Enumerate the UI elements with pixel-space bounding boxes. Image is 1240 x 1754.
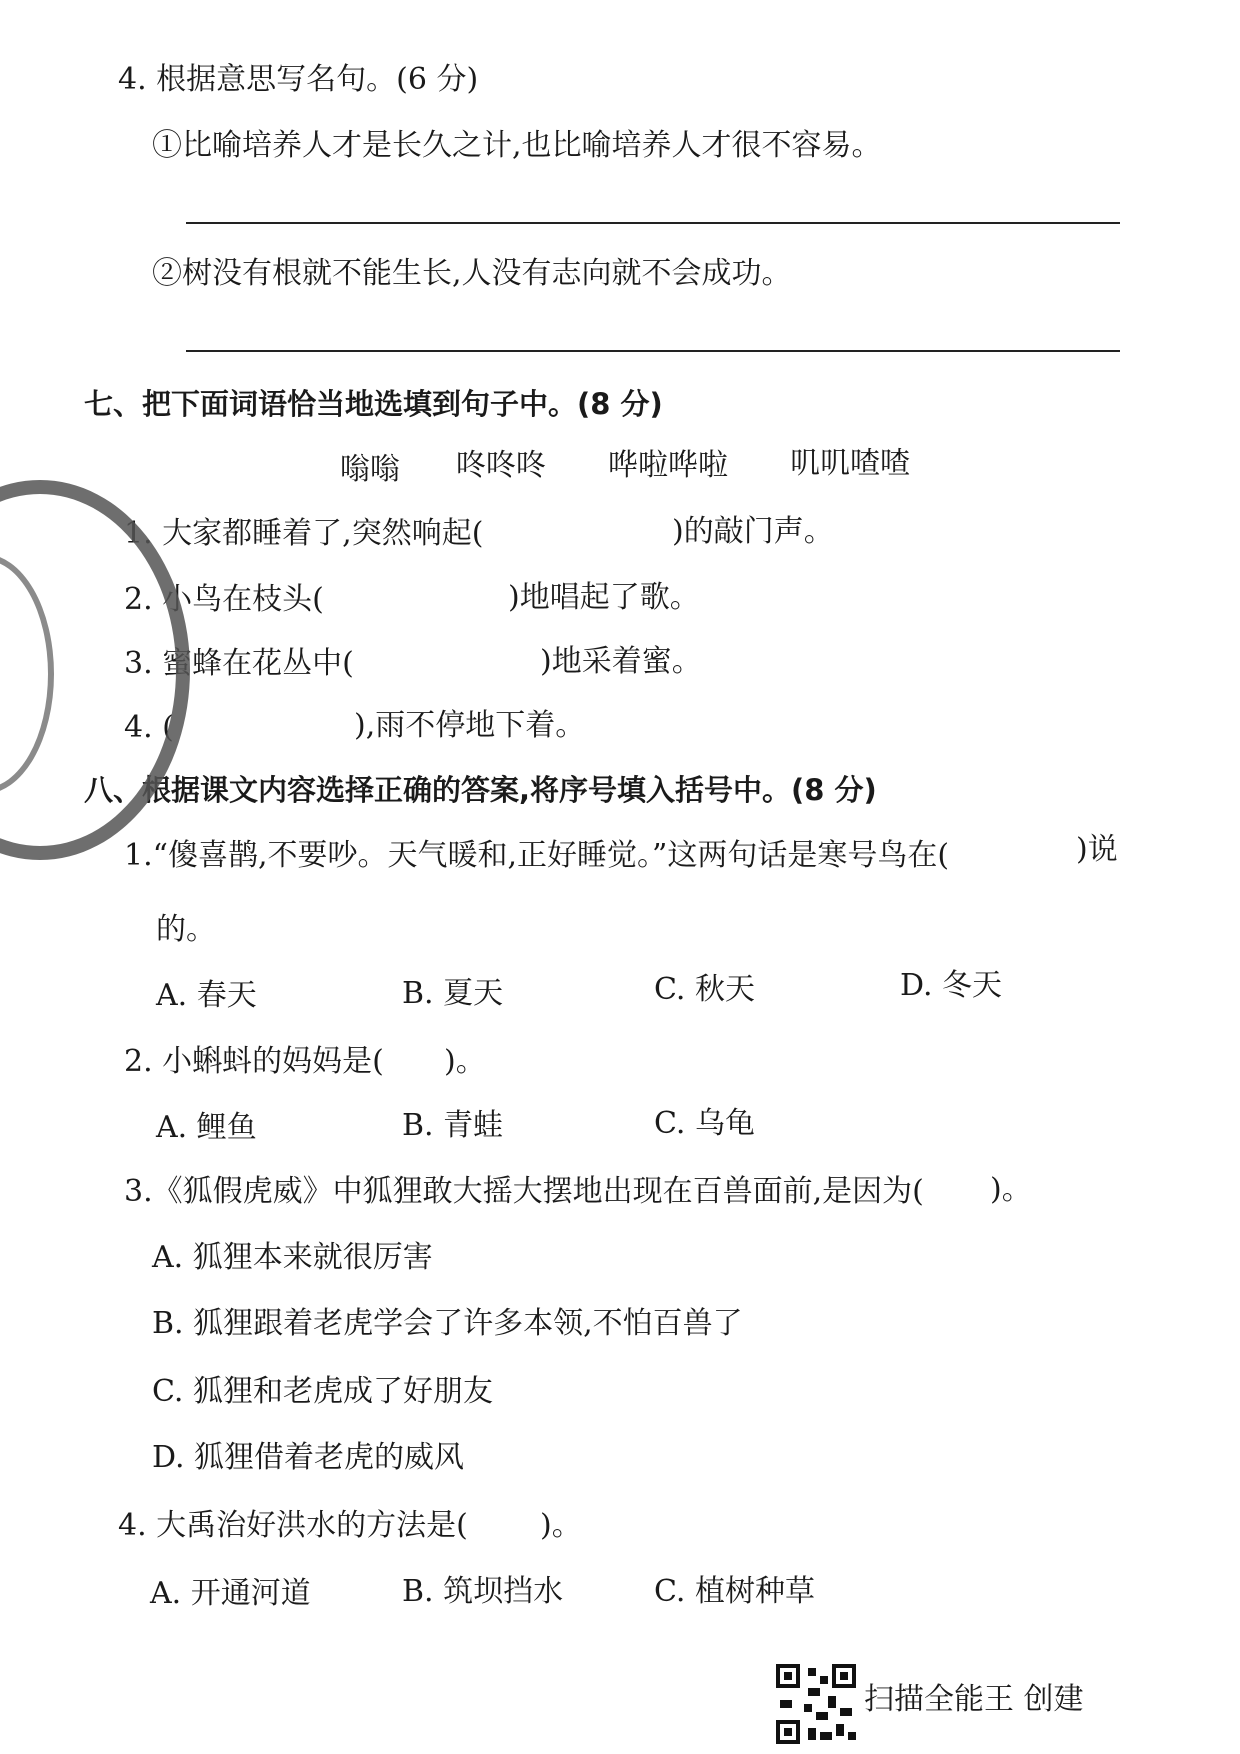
- fill-sentence-end: )地采着蜜。: [540, 644, 702, 679]
- word-option: 咚咚咚: [456, 448, 546, 483]
- choice-question-cont: 的。: [156, 912, 216, 947]
- choice-question: 3.《狐假虎威》中狐狸敢大摇大摆地出现在百兽面前,是因为(: [124, 1174, 924, 1209]
- option-a[interactable]: A. 春天: [156, 978, 257, 1013]
- word-option: 嗡嗡: [340, 452, 400, 487]
- answer-line[interactable]: [186, 222, 1120, 224]
- option-a[interactable]: A. 鲤鱼: [156, 1110, 257, 1145]
- fill-sentence: 1. 大家都睡着了,突然响起(: [124, 516, 484, 551]
- option-b[interactable]: B. 夏天: [402, 976, 504, 1011]
- stamp-inner-ring: [0, 554, 54, 794]
- fill-sentence: 3. 蜜蜂在花丛中(: [124, 646, 354, 681]
- word-option: 叽叽喳喳: [790, 446, 910, 481]
- word-option: 哗啦哗啦: [608, 448, 728, 483]
- section-title: 七、把下面词语恰当地选填到句子中。(8 分): [84, 387, 663, 421]
- option-a[interactable]: A. 开通河道: [150, 1576, 311, 1611]
- fill-sentence-end: )的敲门声。: [672, 514, 834, 549]
- option-b[interactable]: B. 筑坝挡水: [402, 1574, 564, 1609]
- fill-sentence-end: ),雨不停地下着。: [354, 708, 586, 743]
- fill-sentence: 2. 小鸟在枝头(: [124, 582, 324, 617]
- choice-question-end: )。: [540, 1508, 582, 1543]
- choice-question: 4. 大禹治好洪水的方法是(: [118, 1508, 468, 1543]
- option-c[interactable]: C. 乌龟: [654, 1106, 755, 1141]
- option-a[interactable]: A. 狐狸本来就很厉害: [152, 1240, 433, 1275]
- option-c[interactable]: C. 植树种草: [654, 1574, 815, 1609]
- answer-line[interactable]: [186, 350, 1120, 352]
- section-title: 八、根据课文内容选择正确的答案,将序号填入括号中。(8 分): [84, 773, 877, 807]
- question-title: 4. 根据意思写名句。(6 分): [118, 62, 479, 97]
- option-d[interactable]: D. 狐狸借着老虎的威风: [152, 1440, 465, 1475]
- question-item: ①比喻培养人才是长久之计,也比喻培养人才很不容易。: [152, 128, 882, 163]
- question-item: ②树没有根就不能生长,人没有志向就不会成功。: [152, 256, 792, 291]
- option-c[interactable]: C. 狐狸和老虎成了好朋友: [152, 1374, 493, 1409]
- option-c[interactable]: C. 秋天: [654, 972, 755, 1007]
- choice-question-end: )说: [1076, 832, 1118, 867]
- choice-question: 1.“傻喜鹊,不要吵。天气暖和,正好睡觉。”这两句话是寒号鸟在(: [124, 838, 950, 873]
- choice-question: 2. 小蝌蚪的妈妈是(: [124, 1044, 384, 1079]
- scanner-credit: 扫描全能王 创建: [864, 1682, 1084, 1717]
- choice-question-end: )。: [990, 1172, 1032, 1207]
- option-b[interactable]: B. 青蛙: [402, 1108, 504, 1143]
- option-d[interactable]: D. 冬天: [900, 968, 1003, 1003]
- option-b[interactable]: B. 狐狸跟着老虎学会了许多本领,不怕百兽了: [152, 1306, 743, 1341]
- fill-sentence: 4. (: [124, 710, 174, 745]
- choice-question-end: )。: [444, 1044, 486, 1079]
- qr-code-icon: [776, 1664, 856, 1744]
- fill-sentence-end: )地唱起了歌。: [508, 580, 700, 615]
